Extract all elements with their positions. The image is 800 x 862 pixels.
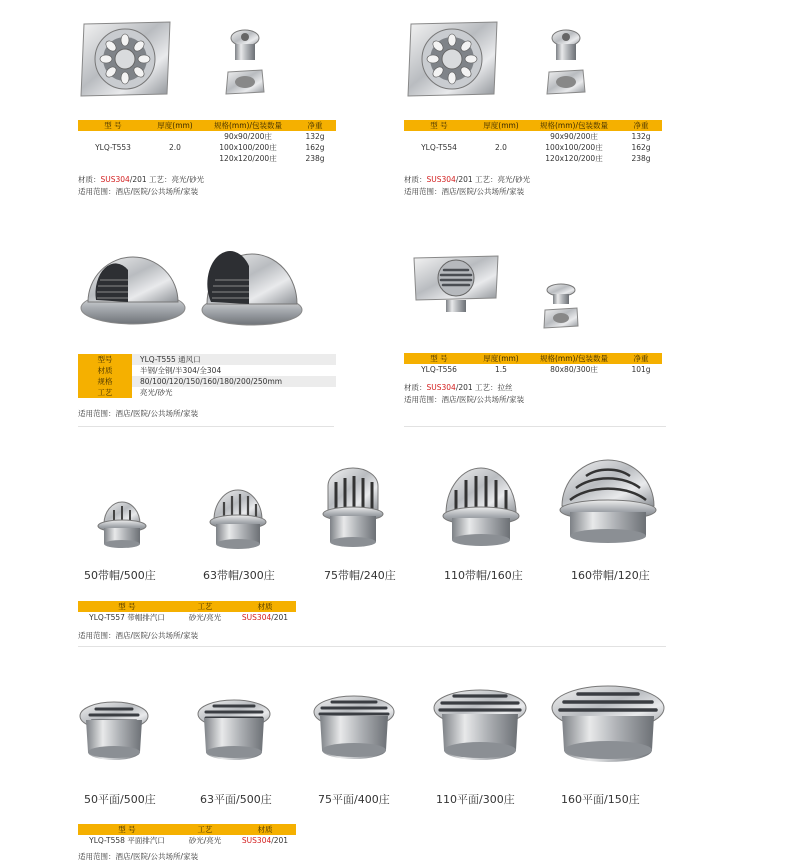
dome-vent-110-photo — [440, 460, 522, 554]
header-craft: 工艺 — [176, 601, 234, 612]
header-weight: 净重 — [620, 353, 662, 364]
header-model: 型 号 — [78, 824, 176, 835]
spec-cell: 90x90/200庄 — [224, 132, 272, 141]
material-cell — [234, 835, 296, 846]
caption-flat-110: 110平面/300庄 — [436, 793, 515, 806]
caption-flat-160: 160平面/150庄 — [561, 793, 640, 806]
weight-cell: 132g — [305, 132, 325, 141]
material-label: 材质： — [404, 383, 427, 392]
row-value: YLQ-T555 通风口 — [132, 354, 336, 365]
divider — [404, 426, 666, 427]
weight-cell: 162g — [631, 143, 651, 152]
dome-vent-63-photo — [204, 478, 272, 554]
dome-vent-160-photo — [556, 454, 660, 554]
craft-cell: 砂光/亮光 — [188, 836, 222, 845]
material-rest: /201 — [271, 836, 289, 845]
flat-vent-50-photo — [76, 694, 152, 768]
caption-dome-160: 160带帽/120庄 — [571, 569, 650, 582]
usage-note-t558: 适用范围：酒店/医院/公共场所/家装 — [78, 852, 199, 861]
spec-table-t557 — [78, 601, 296, 623]
row-key: 材质 — [78, 365, 132, 376]
header-craft: 工艺 — [176, 824, 234, 835]
weight-cell: 238g — [305, 154, 325, 163]
model-cell: YLQ-T557 带帽排汽口 — [89, 613, 165, 622]
dome-vent-75-photo — [318, 462, 388, 554]
spec-table-t553 — [78, 120, 336, 164]
model-cell: YLQ-T556 — [421, 365, 457, 374]
usage-note-t556: 适用范围：酒店/医院/公共场所/家装 — [404, 395, 525, 404]
floor-drain-t553-photo — [78, 18, 173, 98]
caption-dome-63: 63带帽/300庄 — [203, 569, 275, 582]
usage-note-t554: 适用范围：酒店/医院/公共场所/家装 — [404, 187, 525, 196]
dome-vent-50-photo — [92, 488, 152, 552]
material-red: SUS304 — [100, 175, 130, 184]
header-spec: 规格(mm)/包装数量 — [528, 353, 620, 364]
weight-cell: 162g — [305, 143, 325, 152]
thickness-cell: 2.0 — [495, 143, 507, 152]
material-rest: /201 — [271, 613, 289, 622]
caption-dome-50: 50带帽/500庄 — [84, 569, 156, 582]
material-red: SUS304 — [241, 613, 272, 622]
spec-table-t558 — [78, 824, 296, 846]
header-weight: 净重 — [620, 120, 662, 131]
header-thickness: 厚度(mm) — [474, 120, 528, 131]
vent-cap-t555-photo-2 — [197, 240, 307, 330]
spec-cell: 90x90/200庄 — [550, 132, 598, 141]
spec-cell: 120x120/200庄 — [545, 154, 603, 163]
header-material: 材质 — [234, 601, 296, 612]
caption-dome-75: 75带帽/240庄 — [324, 569, 396, 582]
usage-note-t553: 适用范围：酒店/医院/公共场所/家装 — [78, 187, 199, 196]
row-value: 半钢/全钢/半304/全304 — [132, 365, 336, 376]
weight-cell: 132g — [631, 132, 651, 141]
header-weight: 净重 — [294, 120, 336, 131]
material-note-t556 — [404, 382, 513, 393]
craft-cell: 砂光/亮光 — [188, 613, 222, 622]
divider — [78, 646, 666, 647]
row-value: 亮光/砂光 — [132, 387, 336, 398]
spec-table-t556 — [404, 353, 662, 375]
usage-note-t557: 适用范围：酒店/医院/公共场所/家装 — [78, 631, 199, 640]
material-red: SUS304 — [241, 836, 272, 845]
material-label: 材质： — [78, 175, 101, 184]
material-rest: /201 工艺：亮光/砂光 — [455, 175, 531, 184]
floor-drain-t554-photo — [405, 18, 500, 98]
material-note-t554 — [404, 174, 530, 185]
weight-cell: 238g — [631, 154, 651, 163]
caption-dome-110: 110带帽/160庄 — [444, 569, 523, 582]
caption-flat-50: 50平面/500庄 — [84, 793, 156, 806]
material-note-t553 — [78, 174, 204, 185]
flat-vent-160-photo — [548, 680, 668, 772]
floor-drain-t553-parts-photo — [222, 26, 267, 98]
spec-cell: 100x100/200庄 — [545, 143, 603, 152]
caption-flat-75: 75平面/400庄 — [318, 793, 390, 806]
model-cell: YLQ-T554 — [421, 143, 457, 152]
thickness-cell: 2.0 — [169, 143, 181, 152]
material-rest: /201 工艺：拉丝 — [455, 383, 513, 392]
row-key: 规格 — [78, 376, 132, 387]
floor-drain-t554-parts-photo — [543, 26, 588, 98]
spec-table-t554 — [404, 120, 662, 164]
divider — [78, 426, 334, 427]
floor-drain-t556-parts-photo — [540, 282, 582, 332]
header-material: 材质 — [234, 824, 296, 835]
material-rest: /201 工艺：亮光/砂光 — [129, 175, 205, 184]
usage-note-t555: 适用范围：酒店/医院/公共场所/家装 — [78, 409, 199, 418]
spec-cell: 120x120/200庄 — [219, 154, 277, 163]
vent-cap-t555-photo-1 — [78, 240, 188, 330]
thickness-cell: 1.5 — [495, 365, 507, 374]
spec-table-t555 — [78, 354, 336, 398]
header-spec: 规格(mm)/包装数量 — [528, 120, 620, 131]
material-red: SUS304 — [426, 383, 456, 392]
header-model: 型 号 — [78, 120, 148, 131]
header-spec: 规格(mm)/包装数量 — [202, 120, 294, 131]
weight-cell: 101g — [631, 365, 651, 374]
header-thickness: 厚度(mm) — [474, 353, 528, 364]
material-label: 材质： — [404, 175, 427, 184]
header-model: 型 号 — [78, 601, 176, 612]
spec-cell: 100x100/200庄 — [219, 143, 277, 152]
flat-vent-63-photo — [194, 694, 274, 768]
model-cell: YLQ-T558 平面排汽口 — [89, 836, 165, 845]
row-key: 型号 — [78, 354, 132, 365]
row-key: 工艺 — [78, 387, 132, 398]
header-model: 型 号 — [404, 120, 474, 131]
row-value: 80/100/120/150/160/180/200/250mm — [132, 376, 336, 387]
header-model: 型 号 — [404, 353, 474, 364]
header-thickness: 厚度(mm) — [148, 120, 202, 131]
material-red: SUS304 — [426, 175, 456, 184]
floor-drain-t556-photo — [410, 252, 502, 316]
model-cell: YLQ-T553 — [95, 143, 131, 152]
flat-vent-75-photo — [310, 690, 398, 768]
caption-flat-63: 63平面/500庄 — [200, 793, 272, 806]
flat-vent-110-photo — [430, 684, 530, 770]
material-cell — [234, 612, 296, 623]
spec-cell: 80x80/300庄 — [550, 365, 598, 374]
